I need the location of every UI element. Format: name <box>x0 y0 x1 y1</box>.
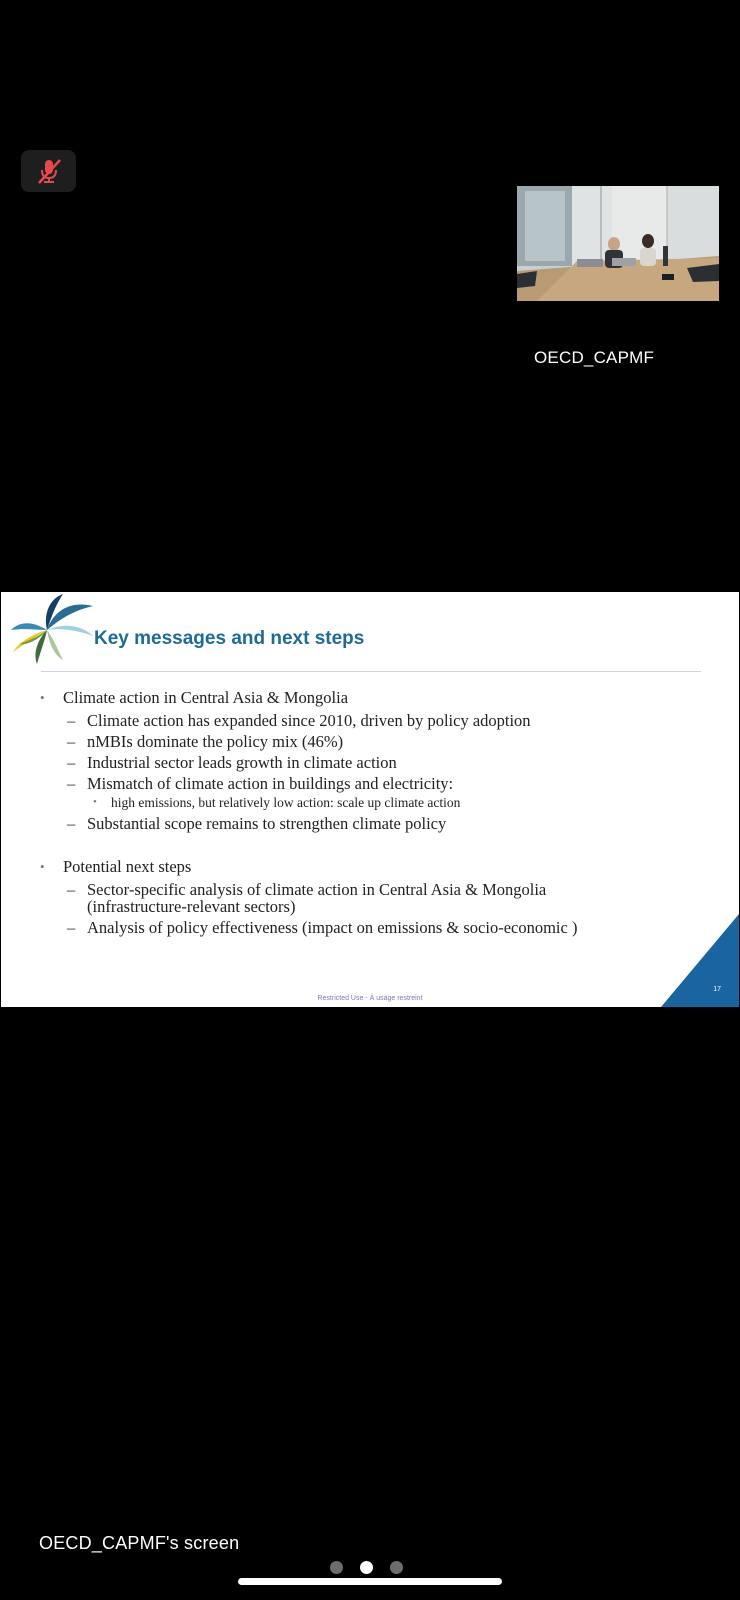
participant-video-thumbnail[interactable] <box>517 186 719 301</box>
page-dot[interactable] <box>330 1561 343 1574</box>
sub-bullet: – Mismatch of climate action in buildings and electricity: <box>39 775 719 792</box>
mic-off-icon <box>34 156 64 186</box>
slide-title: Key messages and next steps <box>94 628 365 649</box>
slide-bullets <box>39 687 719 936</box>
sub-bullet: – Sector-specific analysis of climate action in Central Asia & Mongolia (infrastructure-relevant sectors) <box>39 881 647 915</box>
bullet-climate-action: • Climate action in Central Asia & Mongolia <box>39 687 719 708</box>
screen-share-label: OECD_CAPMF's screen <box>39 1533 240 1553</box>
slide-page-number: 17 <box>713 986 721 993</box>
title-divider <box>41 671 701 672</box>
participant-name: OECD_CAPMF <box>534 348 655 367</box>
page-dot[interactable] <box>390 1561 403 1574</box>
page-dot-active[interactable] <box>360 1561 373 1574</box>
home-indicator[interactable] <box>238 1578 502 1585</box>
page-indicator[interactable] <box>330 1560 410 1576</box>
shared-slide <box>1 592 739 1007</box>
sub-bullet: – Substantial scope remains to strengthen climate policy <box>39 815 719 832</box>
sub-bullet: – nMBIs dominate the policy mix (46%) <box>39 733 719 750</box>
sub-bullet: – Climate action has expanded since 2010, driven by policy adoption <box>39 712 719 729</box>
sub-bullet: – Industrial sector leads growth in climate action <box>39 754 719 771</box>
bullet-next-steps: • Potential next steps <box>39 856 719 877</box>
sub-bullet: – Analysis of policy effectiveness (impact on emissions & socio-economic ) <box>39 919 719 936</box>
mic-muted-button[interactable] <box>21 150 76 192</box>
meeting-room-video <box>517 186 719 301</box>
restricted-use-note: Restricted Use - À usage restreint <box>317 995 423 1002</box>
corner-triangle <box>661 914 739 1007</box>
sub-sub-bullet: • high emissions, but relatively low action: scale up climate action <box>39 794 719 811</box>
oecd-pinwheel-logo <box>11 594 93 666</box>
